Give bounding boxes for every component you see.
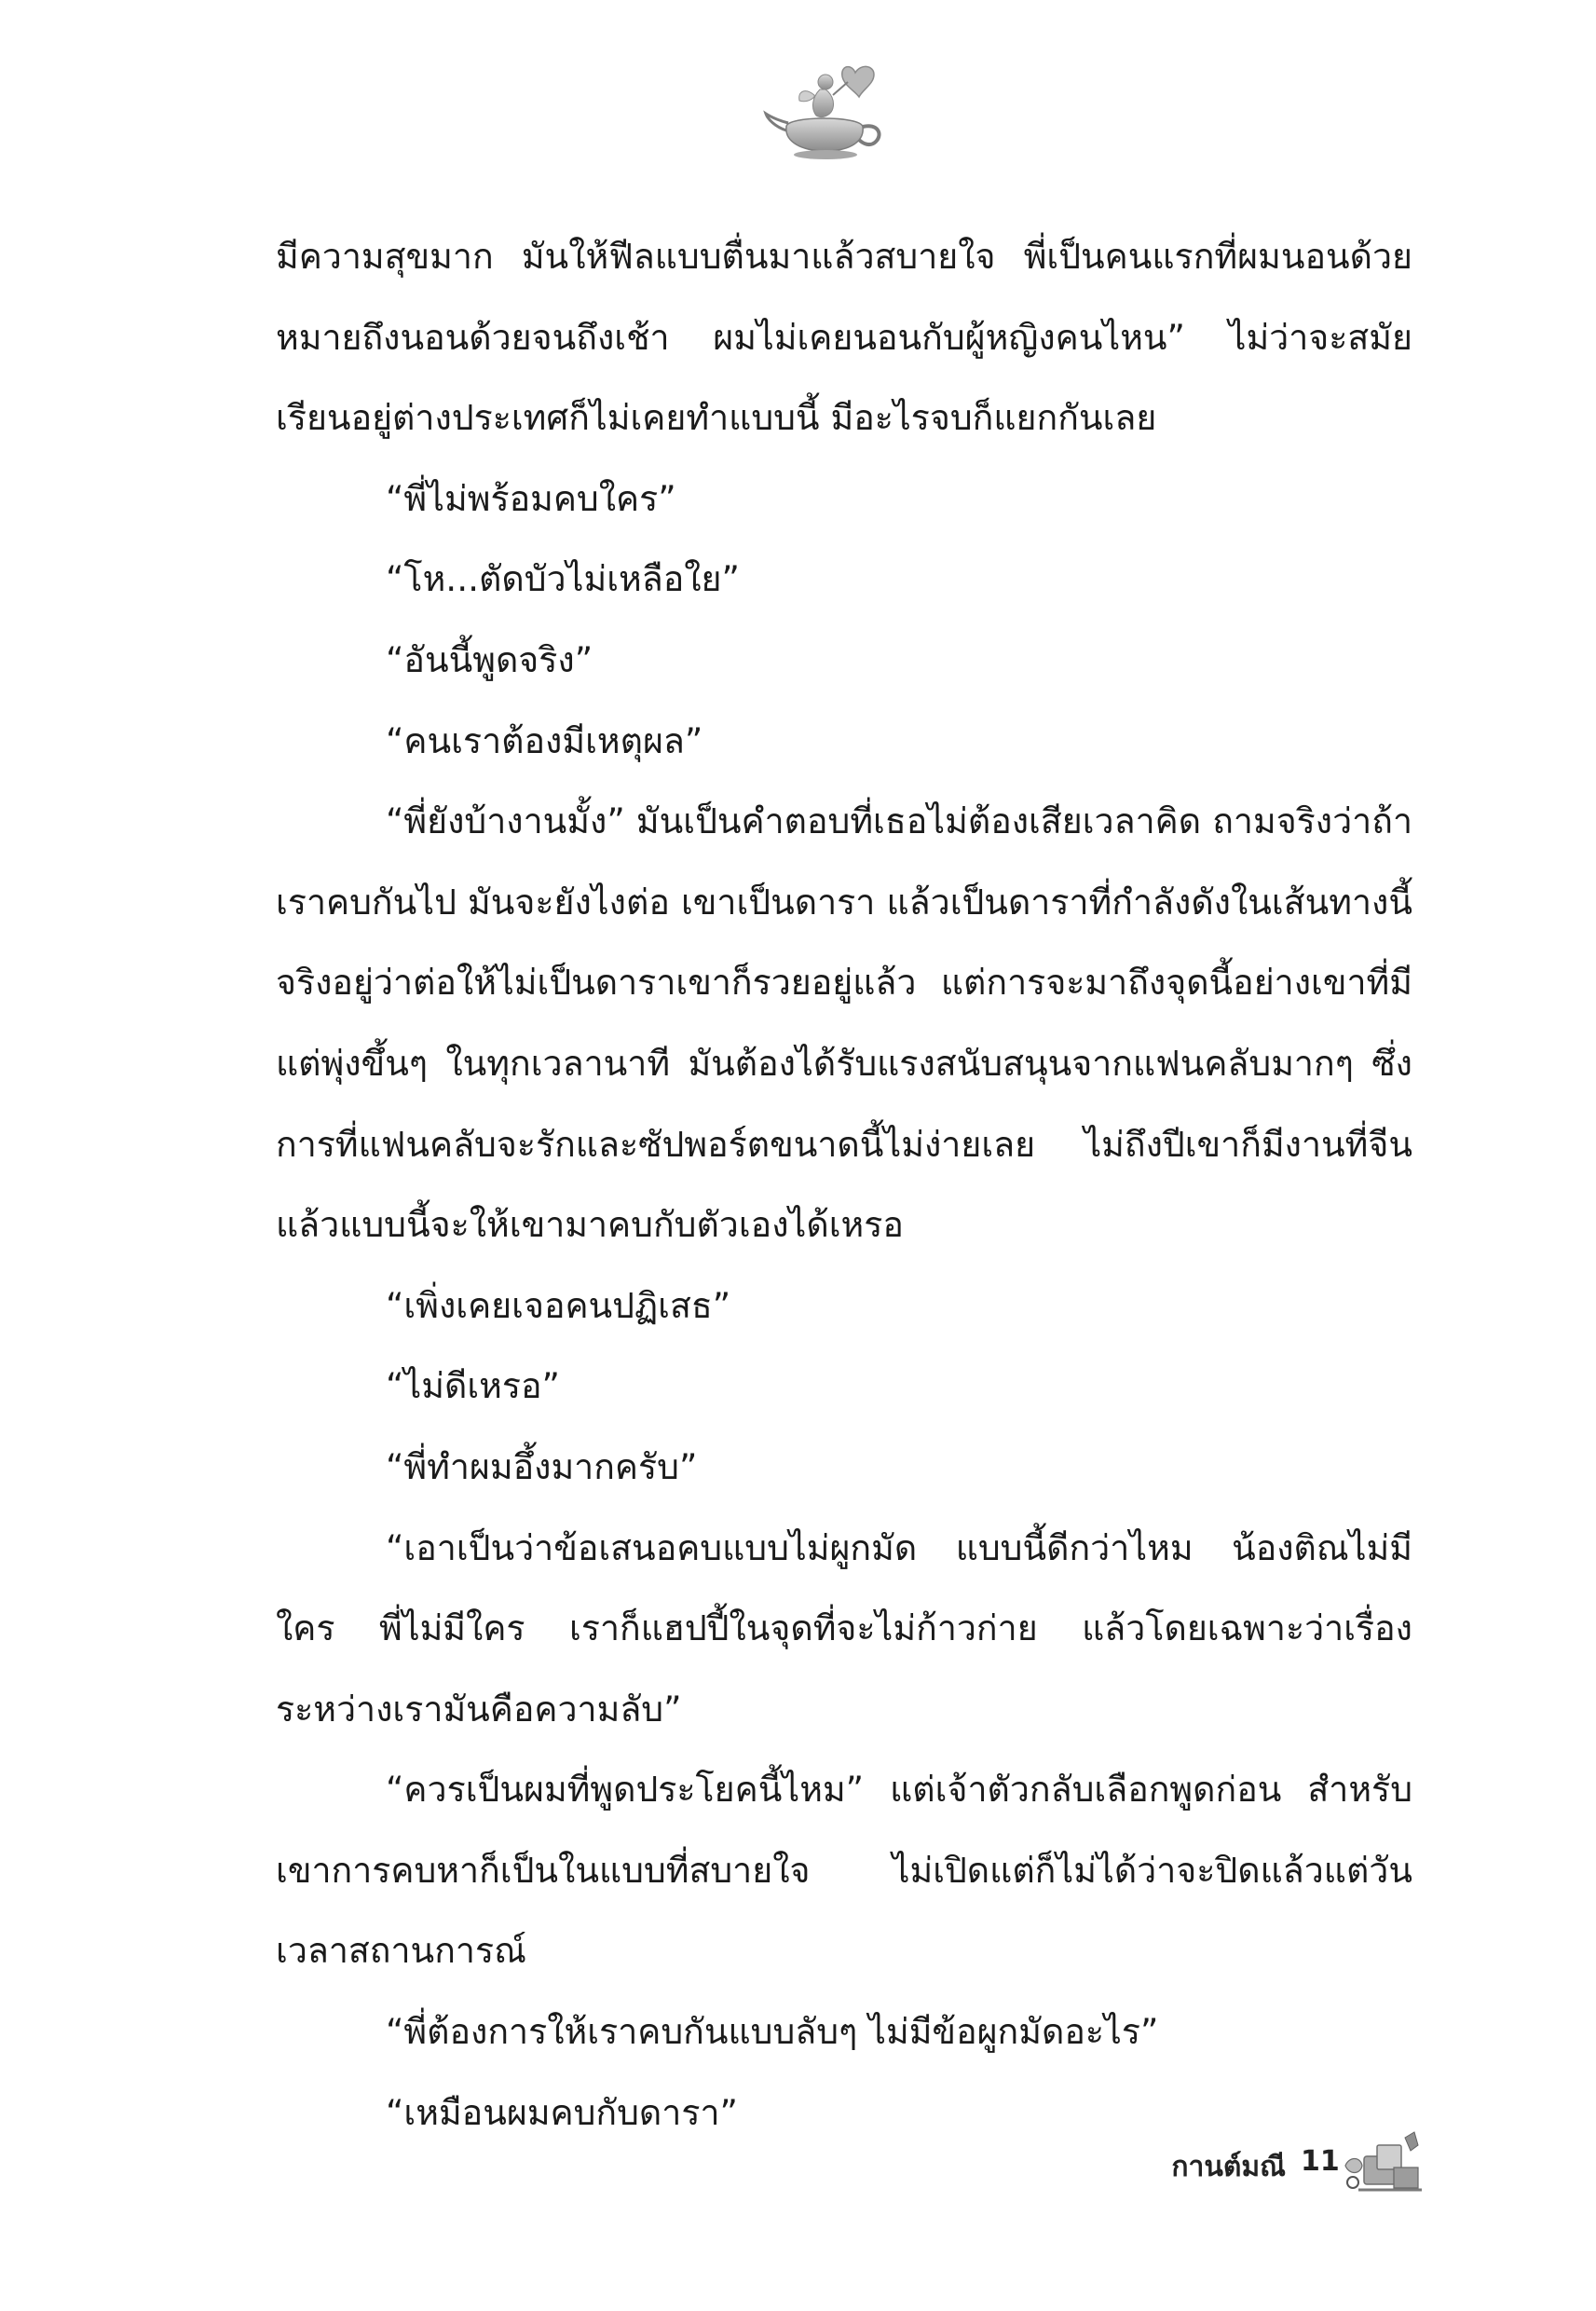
dialogue-line: “เพิ่งเคยเจอคนปฏิเสธ” bbox=[386, 1284, 731, 1326]
paragraph: “เอาเป็นว่าข้อเสนอคบแบบไม่ผูกมัด แบบนี้ดีกว่าไหม น้องติณไม่มีใคร พี่ไม่มีใคร เราก็แฮปปี้ในจุดที่จะไม่ก้าวก่าย แล้วโดยเฉพาะว่าเรื่องระหว่างเรามันคือความลับ” bbox=[276, 1526, 1412, 1730]
page-footer bbox=[1071, 2125, 1425, 2208]
cupid-teapot-ornament-icon bbox=[758, 54, 898, 168]
dialogue-line: “โห...ตัดบัวไม่เหลือใย” bbox=[386, 558, 740, 600]
dialogue-line: “ไม่ดีเหรอ” bbox=[386, 1365, 560, 1407]
dialogue-line: “เหมือนผมคบกับดารา” bbox=[386, 2091, 738, 2133]
dialogue-line: “พี่ต้องการให้เราคบกันแบบลับๆ ไม่มีข้อผูกมัดอะไร” bbox=[386, 2011, 1159, 2053]
dialogue-line: “คนเราต้องมีเหตุผล” bbox=[386, 719, 703, 761]
dialogue-line: “อันนี้พูดจริง” bbox=[386, 638, 593, 680]
dialogue-line: “พี่ทำผมอึ้งมากครับ” bbox=[386, 1445, 698, 1487]
dialogue-line: “พี่ไม่พร้อมคบใคร” bbox=[386, 477, 676, 519]
paragraph: มีความสุขมาก มันให้ฟีลแบบตื่นมาแล้วสบายใจ พี่เป็นคนแรกที่ผมนอนด้วย หมายถึงนอนด้วยจนถึงเช้า ผมไม่เคยนอนกับผู้หญิงคนไหน” ไม่ว่าจะสมัยเรียนอยู่ต่างประเทศก็ไม่เคยทำแบบนี้ มีอะไรจบก็แยกกันเลย bbox=[276, 236, 1412, 439]
paragraph: “ควรเป็นผมที่พูดประโยคนี้ไหม” แต่เจ้าตัวกลับเลือกพูดก่อน สำหรับเขาการคบหาก็เป็นในแบบที่สบายใจ ไม่เปิดแต่ก็ไม่ได้ว่าจะปิดแล้วแต่วันเวลาสถานการณ์ bbox=[276, 1769, 1412, 1972]
body-text bbox=[276, 216, 1412, 2153]
decorative-ornament-icon bbox=[1340, 2128, 1425, 2199]
footer-author: กานต์มณี bbox=[1171, 2151, 1286, 2183]
page-number: 11 bbox=[1301, 2145, 1340, 2178]
paragraph: “พี่ยังบ้างานมั้ง” มันเป็นคำตอบที่เธอไม่ต้องเสียเวลาคิด ถามจริงว่าถ้าเราคบกันไป มันจะยังไงต่อ เขาเป็นดารา แล้วเป็นดาราที่กำลังดังในเส้นทางนี้ จริงอยู่ว่าต่อให้ไม่เป็นดาราเขาก็รวยอยู่แล้ว แต่การจะมาถึงจุดนี้อย่างเขาที่มีแต่พุ่งขึ้นๆ ในทุกเวลานาที มันต้องได้รับแรงสนับสนุนจากแฟนคลับมากๆ ซึ่งการที่แฟนคลับจะรักและซัปพอร์ตขนาดนี้ไม่ง่ายเลย ไม่ถึงปีเขาก็มีงานที่จีน แล้วแบบนี้จะให้เขามาคบกับตัวเองได้เหรอ bbox=[276, 800, 1412, 1246]
